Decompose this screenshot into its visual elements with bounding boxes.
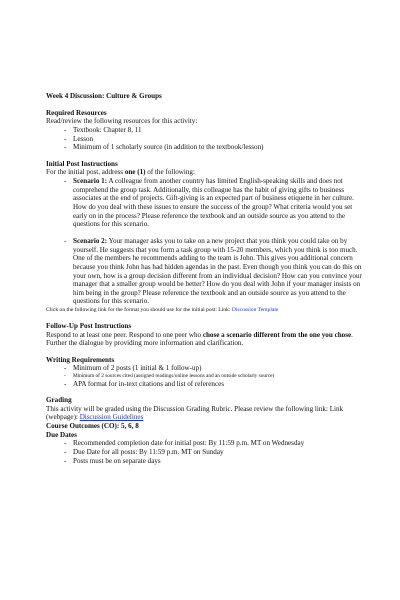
scenario-label: Scenario 1: [73, 177, 108, 186]
required-resources-heading: Required Resources [46, 108, 107, 117]
template-note-text: Click on the following link for the format you should use for the initial post: Link: [46, 307, 232, 314]
grading-text [46, 405, 368, 422]
discussion-guidelines-link[interactable]: Discussion Guidelines [79, 413, 144, 422]
scenario-1 [64, 177, 368, 229]
template-note [46, 307, 368, 314]
scenario-text: A colleague from another country has limited English-speaking skills and does not comprehend the group task. Additionally, this colleague has the habit of giving gifts to business associates at the end of projects. Gift-giving is an expected part of business etiquette in her culture. How do you deal with these issues to ensure the success of the group? What criteria would you set early on in the process? Please reference the textbook and an outside source as you attend to the questions for this scenario. [73, 177, 354, 229]
page-title: Week 4 Discussion: Culture & Groups [46, 92, 162, 100]
due-dates-heading: Due Dates [46, 430, 77, 439]
follow-up-text-bold: chose a scenario different from the one you chose [202, 330, 352, 339]
list-item: - Posts must be on separate days [64, 457, 368, 466]
list-item: - Textbook: Chapter 8, 11 [64, 126, 368, 135]
initial-post-heading: Initial Post Instructions [46, 159, 118, 168]
writing-requirements-heading: Writing Requirements [46, 355, 115, 364]
list-item: - Minimum of 1 scholarly source (in addition to the textbook/lesson) [64, 143, 368, 152]
grading-heading: Grading [46, 396, 72, 405]
follow-up-heading: Follow-Up Post Instructions [46, 321, 132, 330]
follow-up-text [46, 331, 368, 348]
scenario-label: Scenario 2: [73, 236, 108, 245]
scenario-2 [64, 237, 368, 306]
discussion-template-link[interactable]: Discussion Template [231, 307, 279, 314]
follow-up-text-after: . Further the dialogue by providing more information and clarification. [46, 330, 353, 348]
list-item: - Due Date for all posts: By 11:59 p.m. MT on Sunday [64, 448, 368, 457]
list-item: - APA format for in-text citations and list of references [64, 380, 368, 389]
grading-text-body: This activity will be graded using the Discussion Grading Rubric. Please review the following link: Link (webpage): [46, 404, 344, 422]
course-outcomes: Course Outcomes (CO): 5, 6, 8 [46, 422, 139, 431]
required-resources-intro: Read/review the following resources for this activity: [46, 117, 198, 126]
scenario-list [46, 177, 368, 306]
intro-text-after: of the following: [145, 168, 195, 177]
required-resources-list [46, 126, 368, 152]
list-item: - Minimum of 2 posts (1 initial & 1 follow-up) [64, 364, 368, 373]
initial-post-intro [46, 168, 368, 177]
scenario-text: Your manager asks you to take on a new project that you think you could take on by yourself. He suggests that you form a task group with 15-20 members, which you think is too much. One of the members he recommends adding to the team is John. This gives you additional concern because you think John has had hidden agendas in the past. Even though you think you can do this on your own, how is a group decision different from an individual decision? How can you convince your manager that a smaller group would be better? How do you deal with John if your manager insists on him being in the group? Please reference the textbook and an outside source as you attend to the questions for this scenario. [73, 236, 362, 306]
intro-text: For the initial post, address [46, 168, 125, 177]
list-item: - Lesson [64, 135, 368, 144]
writing-requirements-list [46, 364, 368, 388]
list-item: - Minimum of 2 sources cited (assigned readings/online lessons and an outside scholarly source) [64, 373, 368, 379]
due-dates-list [46, 439, 368, 465]
intro-bold: one (1) [124, 168, 146, 177]
list-item: - Recommended completion date for initial post: By 11:59 p.m. MT on Wednesday [64, 439, 368, 448]
follow-up-text-before: Respond to at least one peer. Respond to one peer who [46, 330, 203, 339]
